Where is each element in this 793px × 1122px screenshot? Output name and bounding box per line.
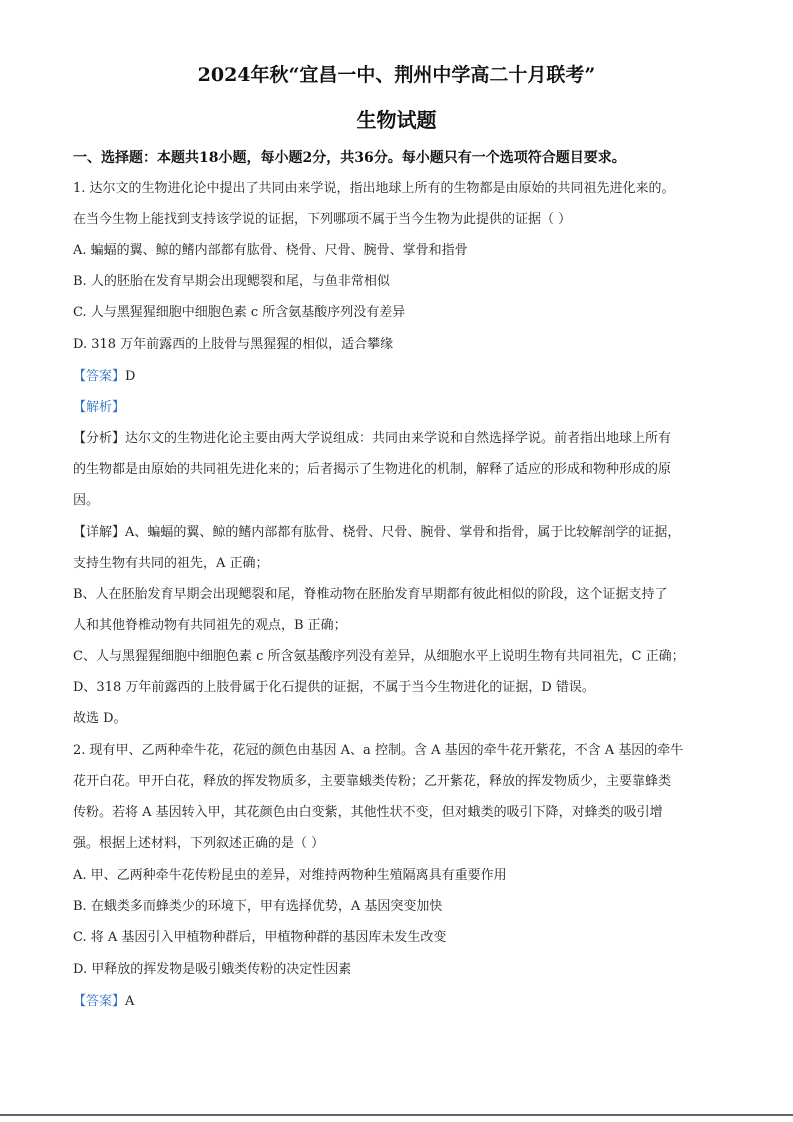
answer-tag: 【答案】 bbox=[73, 994, 126, 1009]
q1-option-c: C. 人与黑猩猩细胞中细胞色素 c 所含氨基酸序列没有差异 bbox=[73, 305, 406, 320]
fenxi-text: 达尔文的生物进化论主要由两大学说组成：共同由来学说和自然选择学说。前者指出地球上所有 bbox=[125, 431, 672, 446]
q2-stem-line4: 强。根据上述材料，下列叙述正确的是（ ） bbox=[73, 836, 325, 851]
fenxi-tag: 【分析】 bbox=[73, 431, 126, 446]
q2-stem-line1: 2. 现有甲、乙两种牵牛花，花冠的颜色由基因 A、a 控制。含 A 基因的牵牛花开紫花，不含 A 基因的牵牛 bbox=[73, 743, 684, 758]
q1-option-b: B. 人的胚胎在发育早期会出现鳃裂和尾，与鱼非常相似 bbox=[73, 274, 390, 289]
exam-title: 2024年秋“宜昌一中、荆州中学高二十月联考” bbox=[197, 64, 596, 86]
q2-option-c: C. 将 A 基因引入甲植物种群后，甲植物种群的基因库未发生改变 bbox=[73, 930, 447, 945]
q2-stem-line3: 传粉。若将 A 基因转入甲，其花颜色由白变紫，其他性状不变，但对蛾类的吸引下降，对蜂类的吸引增 bbox=[73, 805, 663, 820]
detail-text: A、蝙蝠的翼、鲸的鳍内部都有肱骨、桡骨、尺骨、腕骨、掌骨和指骨，属于比较解剖学的证据， bbox=[125, 525, 681, 540]
q1-detail-line1 bbox=[73, 524, 723, 542]
q1-fenxi-line1 bbox=[73, 430, 723, 448]
q1-detail-line3: B、人在胚胎发育早期会出现鳃裂和尾，脊椎动物在胚胎发育早期都有彼此相似的阶段，这个证据支持了 bbox=[73, 587, 668, 602]
q1-conclusion: 故选 D。 bbox=[73, 711, 127, 726]
q1-detail-line5: C、人与黑猩猩细胞中细胞色素 c 所含氨基酸序列没有差异，从细胞水平上说明生物有共同祖先，C 正确； bbox=[73, 649, 685, 664]
q2-option-a: A. 甲、乙两种牵牛花传粉昆虫的差异，对维持两物种生殖隔离具有重要作用 bbox=[73, 868, 507, 883]
q1-option-a: A. 蝙蝠的翼、鲸的鳍内部都有肱骨、桡骨、尺骨、腕骨、掌骨和指骨 bbox=[73, 243, 468, 258]
section-heading: 一、选择题：本题共18小题，每小题2分，共36分。每小题只有一个选项符合题目要求。 bbox=[73, 150, 626, 166]
q1-stem-line2: 在当今生物上能找到支持该学说的证据，下列哪项不属于当今生物为此提供的证据（ ） bbox=[73, 212, 572, 227]
analysis-tag: 【解析】 bbox=[73, 400, 126, 415]
q1-detail-line4: 人和其他脊椎动物有共同祖先的观点，B 正确； bbox=[73, 618, 347, 633]
q1-analysis bbox=[73, 399, 723, 417]
q2-option-b: B. 在蛾类多而蜂类少的环境下，甲有选择优势，A 基因突变加快 bbox=[73, 899, 443, 914]
q2-option-d: D. 甲释放的挥发物是吸引蛾类传粉的决定性因素 bbox=[73, 962, 352, 977]
q1-answer bbox=[73, 368, 723, 386]
answer-value: A bbox=[125, 994, 135, 1009]
answer-value: D bbox=[125, 369, 136, 384]
answer-tag: 【答案】 bbox=[73, 369, 126, 384]
q2-answer bbox=[73, 993, 723, 1011]
q2-stem-line2: 花开白花。甲开白花，释放的挥发物质多，主要靠蛾类传粉；乙开紫花，释放的挥发物质少，主要靠蜂类 bbox=[73, 774, 672, 789]
page-bottom-rule bbox=[0, 1114, 793, 1116]
q1-option-d: D. 318 万年前露西的上肢骨与黑猩猩的相似，适合攀缘 bbox=[73, 337, 394, 352]
exam-subtitle: 生物试题 bbox=[356, 108, 437, 132]
q1-fenxi-line3: 因。 bbox=[73, 493, 100, 508]
q1-fenxi-line2: 的生物都是由原始的共同祖先进化来的；后者揭示了生物进化的机制，解释了适应的形成和物种形成的原 bbox=[73, 462, 672, 477]
q1-stem-line1: 1. 达尔文的生物进化论中提出了共同由来学说，指出地球上所有的生物都是由原始的共同祖先进化来的。 bbox=[73, 181, 675, 196]
q1-detail-line6: D、318 万年前露西的上肢骨属于化石提供的证据，不属于当今生物进化的证据，D 错误。 bbox=[73, 680, 595, 695]
q1-detail-line2: 支持生物有共同的祖先，A 正确； bbox=[73, 556, 269, 571]
detail-tag: 【详解】 bbox=[73, 525, 126, 540]
